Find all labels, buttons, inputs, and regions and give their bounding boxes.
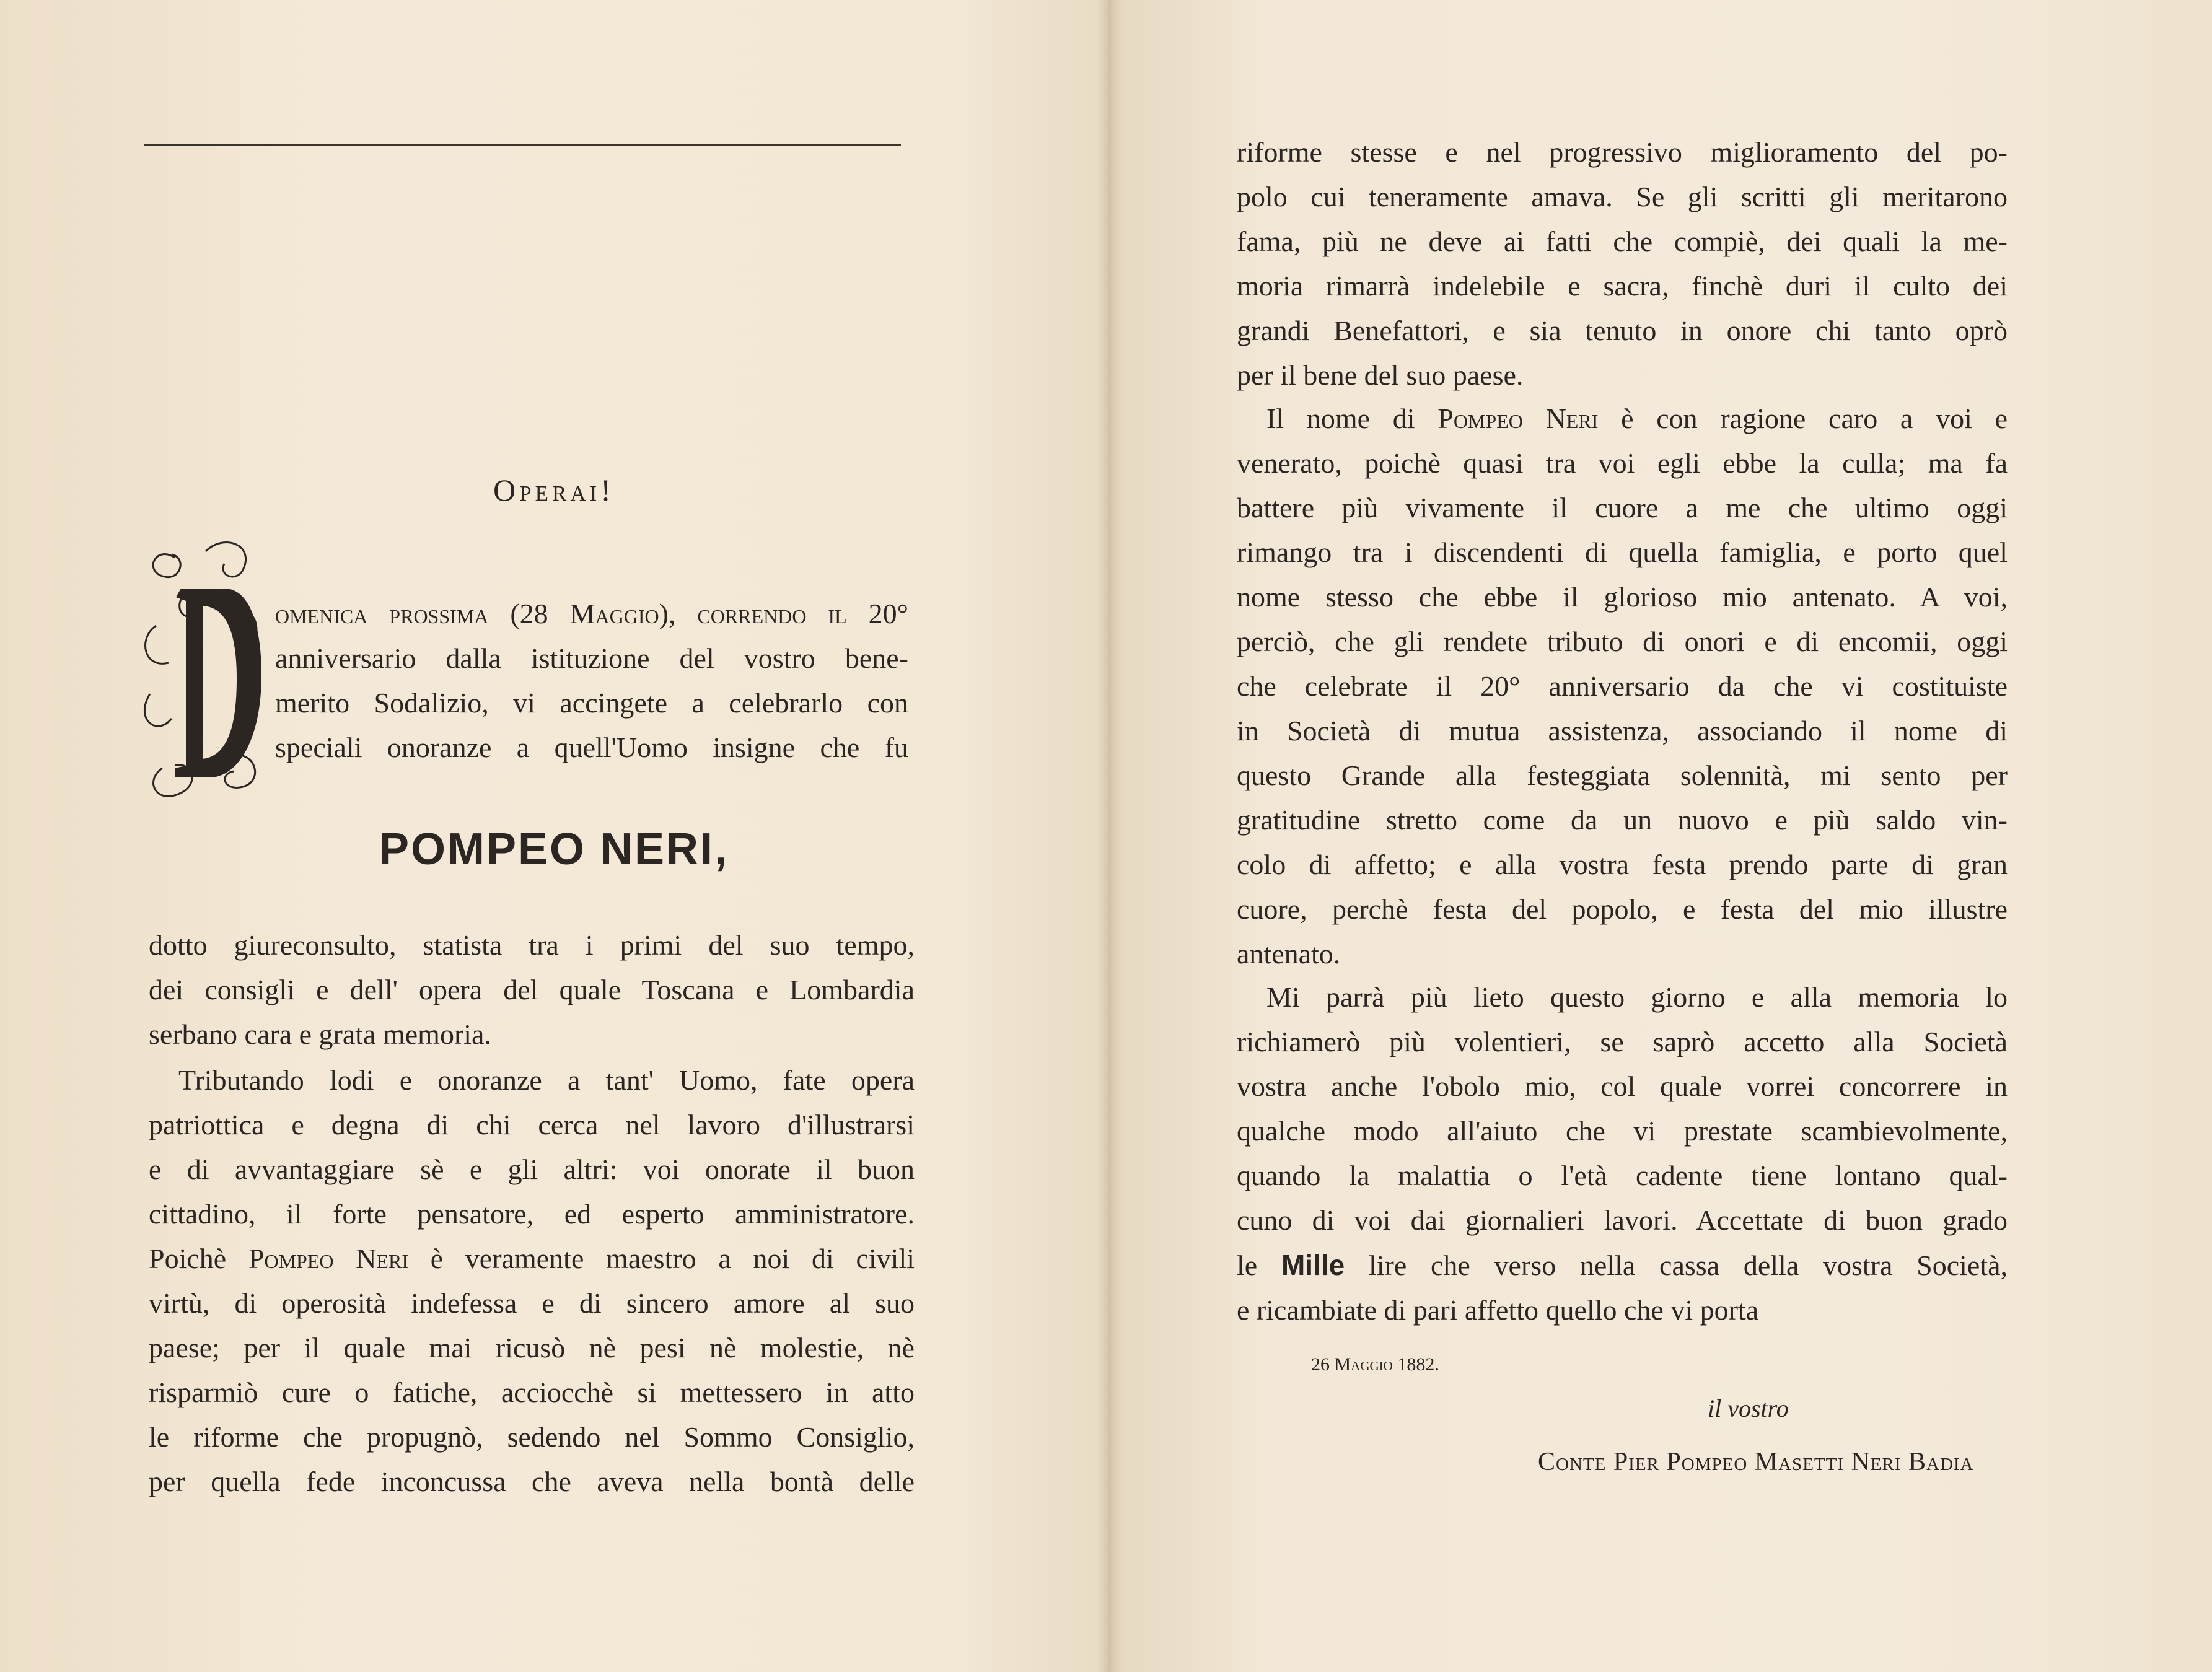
text-line: gratitudine stretto come da un nuovo e più saldo vin- [1237,804,2008,836]
text-line: virtù, di operosità indefessa e di sincero amore al suo [149,1287,915,1319]
left-paragraph-2 [149,1058,915,1504]
text-line: grandi Benefattori, e sia tenuto in onore chi tanto oprò [1237,315,2008,346]
text-line: Mi parrà più lieto questo giorno e alla memoria lo [1266,981,2008,1013]
right-paragraph-2 [1237,396,2008,976]
text-fragment: Poichè [149,1243,227,1274]
text-line: per quella fede inconcussa che aveva nella bontà delle [149,1466,915,1497]
text-line: Tributando lodi e onoranze a tant' Uomo, fate opera [178,1064,915,1096]
text-line: perciò, che gli rendete tributo di onori e di encomii, oggi [1237,626,2008,657]
pompeo-neri-title: POMPEO NERI, [379,825,729,874]
text-line: e ricambiate di pari affetto quello che vi porta [1237,1294,1759,1326]
text-line: venerato, poichè quasi tra voi egli ebbe la culla; ma fa [1237,447,2008,479]
text-line: in Società di mutua assistenza, associando il nome di [1237,715,2008,746]
text-line: e di avvantaggiare sè e gli altri: voi onorate il buon [149,1153,915,1185]
text-line: dei consigli e dell' opera del quale Toscana e Lombardia [149,974,915,1005]
intro-line-1: omenica prossima (28 Maggio), correndo il 20° [275,598,908,629]
text-line: patriottica e degna di chi cerca nel lavoro d'illustrarsi [149,1109,915,1140]
text-line: fama, più ne deve ai fatti che compiè, dei quali la me- [1237,225,2008,257]
text-line: qualche modo all'aiuto che vi prestate scambievolmente, [1237,1115,2008,1147]
text-line: cuno di voi dai giornalieri lavori. Accettate di buon grado [1237,1204,2008,1236]
text-fragment: lire che verso nella cassa della vostra Società, [1368,1250,2008,1281]
text-line: riforme stesse e nel progressivo miglioramento del po- [1237,136,2008,168]
right-paragraph-1 [1237,130,2008,398]
text-line: moria rimarrà indelebile e sacra, finchè duri il culto dei [1237,270,2008,302]
letter-date: 26 Maggio 1882. [1311,1354,1439,1375]
intro-line-2: anniversario dalla istituzione del vostro bene- [275,642,908,674]
intro-line-4: speciali onoranze a quell'Uomo insigne che fu [275,732,908,763]
text-line: questo Grande alla festeggiata solennità, mi sento per [1237,759,2008,791]
text-line [1237,396,2008,441]
page-heading: Operai! [493,473,615,507]
text-line: battere più vivamente il cuore a me che ultimo oggi [1237,492,2008,523]
text-line: cittadino, il forte pensatore, ed esperto amministratore. [149,1198,915,1230]
text-line: vostra anche l'obolo mio, col quale vorrei concorrere in [1237,1070,2008,1102]
text-line: rimango tra i discendenti di quella famiglia, e porto quel [1237,536,2008,568]
signature: Conte Pier Pompeo Masetti Neri Badia [1538,1448,1974,1476]
text-line: nome stesso che ebbe il glorioso mio antenato. A voi, [1237,581,2008,613]
closing-phrase: il vostro [1708,1394,1789,1422]
text-line: per il bene del suo paese. [1237,359,1524,391]
text-line: quando la malattia o l'età cadente tiene lontano qual- [1237,1160,2008,1191]
text-line: serbano cara e grata memoria. [149,1018,491,1050]
text-fragment: è veramente maestro a noi di civili [430,1243,915,1274]
text-line: risparmiò cure o fatiche, acciocchè si mettessero in atto [149,1377,915,1408]
text-line: dotto giureconsulto, statista tra i primi del suo tempo, [149,929,915,961]
text-line: cuore, perchè festa del popolo, e festa del mio illustre [1237,893,2008,925]
text-line: richiamerò più volentieri, se saprò accetto alla Società [1237,1026,2008,1057]
intro-line-3: merito Sodalizio, vi accingete a celebrarlo con [275,687,908,719]
ornamental-dropcap [138,533,268,805]
text-line: polo cui teneramente amava. Se gli scritti gli meritarono [1237,181,2008,212]
intro-paragraph [275,592,908,770]
text-fragment: Il nome di [1266,403,1415,434]
text-line: colo di affetto; e alla vostra festa prendo parte di gran [1237,849,2008,880]
text-line: le riforme che propugnò, sedendo nel Sommo Consiglio, [149,1421,915,1453]
left-paragraph-1 [149,923,915,1057]
person-name: Pompeo Neri [248,1243,408,1274]
text-line: antenato. [1237,938,1341,969]
header-rule [144,144,901,146]
person-name: Pompeo Neri [1437,403,1599,434]
text-line: che celebrate il 20° anniversario da che vi costituiste [1237,670,2008,702]
text-fragment: le [1237,1250,1258,1281]
text-line [149,1236,915,1281]
right-paragraph-3 [1237,975,2008,1333]
mille-emphasis: Mille [1281,1249,1345,1281]
text-line: paese; per il quale mai ricusò nè pesi nè molestie, nè [149,1332,915,1363]
text-line [1237,1243,2008,1288]
text-fragment: è con ragione caro a voi e [1621,403,2008,434]
